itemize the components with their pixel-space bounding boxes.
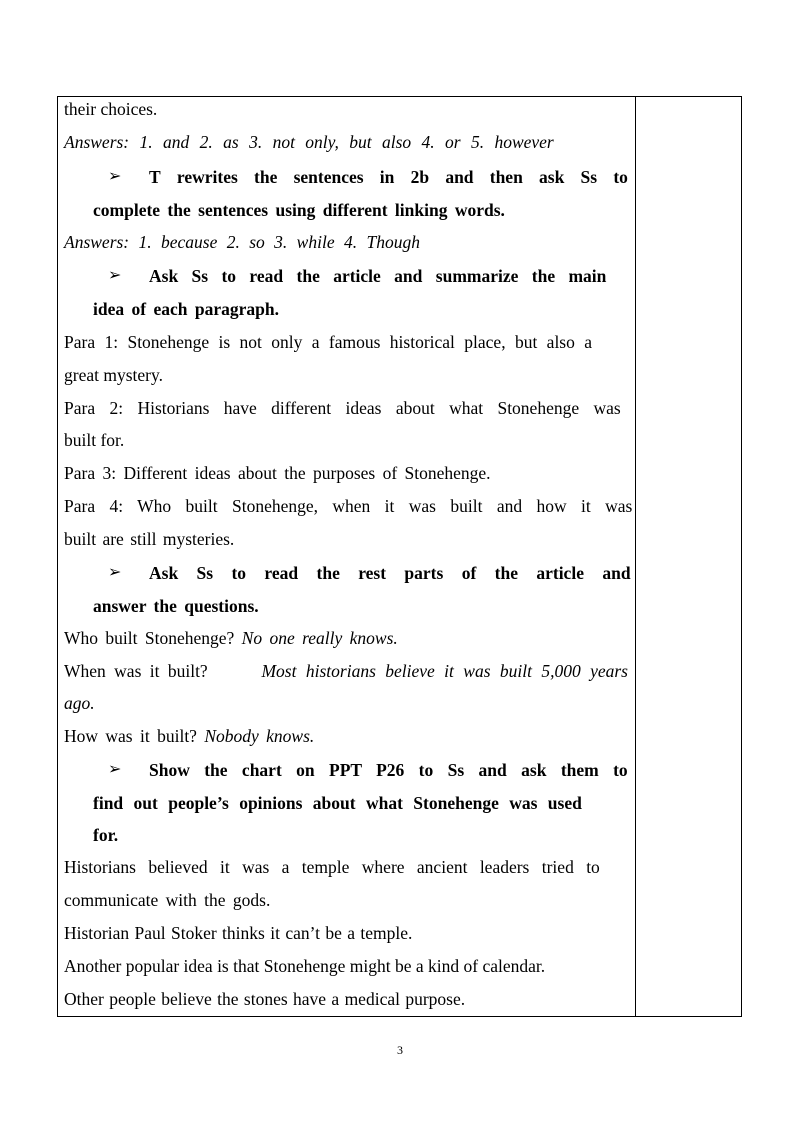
text-line: their choices. (64, 99, 158, 119)
question-text: Who built Stonehenge? (64, 628, 235, 648)
bullet-arrow-icon: ➢ (108, 761, 122, 778)
task-heading: Show the chart on PPT P26 to Ss and ask them to (149, 760, 628, 780)
question-line (64, 725, 628, 747)
opinion-line: Another popular idea is that Stonehenge might be a kind of calendar. (64, 956, 546, 976)
answer-text: No one really knows. (241, 628, 398, 648)
paragraph-summary: built for. (64, 430, 125, 450)
task-heading: find out people’s opinions about what Stonehenge was used (93, 793, 582, 813)
question-line (64, 660, 628, 682)
paragraph-summary: Para 4: Who built Stonehenge, when it was built and how it was (64, 496, 633, 516)
paragraph-summary: great mystery. (64, 365, 163, 385)
opinion-line: communicate with the gods. (64, 890, 271, 910)
answer-text: Most historians believe it was built 5,000 years (261, 661, 628, 681)
paragraph-summary: Para 2: Historians have different ideas about what Stonehenge was (64, 398, 621, 418)
answer-text: Nobody knows. (204, 726, 315, 746)
task-heading: answer the questions. (93, 596, 259, 616)
task-heading: T rewrites the sentences in 2b and then ask Ss to (149, 167, 628, 187)
bullet-arrow-icon: ➢ (108, 168, 122, 185)
task-heading: Ask Ss to read the article and summarize the main (149, 266, 607, 286)
paragraph-summary: Para 3: Different ideas about the purposes of Stonehenge. (64, 463, 491, 483)
opinion-line: Historians believed it was a temple where ancient leaders tried to (64, 857, 600, 877)
opinion-line: Other people believe the stones have a medical purpose. (64, 989, 466, 1009)
question-line (64, 627, 628, 649)
table-column-divider (635, 96, 636, 1017)
answers-line: Answers: 1. because 2. so 3. while 4. Though (64, 232, 420, 252)
task-heading: complete the sentences using different linking words. (93, 200, 505, 220)
task-heading: for. (93, 825, 119, 845)
answer-text: ago. (64, 693, 95, 713)
page-number: 3 (397, 1043, 403, 1057)
question-text: How was it built? (64, 726, 197, 746)
paragraph-summary: built are still mysteries. (64, 529, 235, 549)
task-heading: idea of each paragraph. (93, 299, 279, 319)
bullet-arrow-icon: ➢ (108, 564, 122, 581)
opinion-line: Historian Paul Stoker thinks it can’t be a temple. (64, 923, 413, 943)
bullet-arrow-icon: ➢ (108, 267, 122, 284)
answers-line: Answers: 1. and 2. as 3. not only, but also 4. or 5. however (64, 132, 554, 152)
task-heading: Ask Ss to read the rest parts of the article and (149, 563, 631, 583)
question-text: When was it built? (64, 661, 208, 681)
paragraph-summary: Para 1: Stonehenge is not only a famous historical place, but also a (64, 332, 593, 352)
